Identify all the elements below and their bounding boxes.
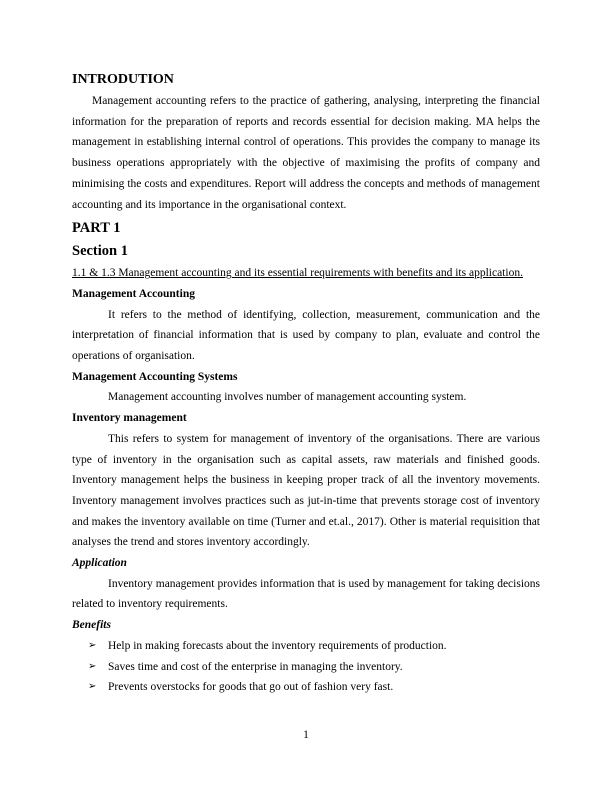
introduction-heading: INTRODUTION [72, 72, 174, 87]
benefits-heading: Benefits [72, 619, 111, 632]
arrow-bullet-icon: ➢ [88, 660, 97, 672]
inventory-heading: Inventory management [72, 412, 187, 425]
document-page [72, 70, 540, 698]
section-subtitle: 1.1 & 1.3 Management accounting and its essential requirements with benefits and its application. [72, 267, 523, 280]
benefit-text: Help in making forecasts about the inventory requirements of production. [108, 639, 447, 652]
list-item [72, 657, 540, 678]
application-heading: Application [72, 557, 127, 570]
introduction-paragraph: Management accounting refers to the practice of gathering, analysing, interpreting the financial information for the preparation of reports and records essential for decision making. MA helps the management in establishing internal control of operations. This provides the company to manage its business operations appropriately with the objective of maximising the profits of company and minimising the costs and expenditures. Report will address the concepts and methods of management accounting and its importance in the organisational context. [72, 95, 540, 211]
management-accounting-heading: Management Accounting [72, 287, 195, 300]
section-heading: Section 1 [72, 243, 128, 260]
inventory-paragraph: This refers to system for management of inventory of the organisations. There are various type of inventory in the organisation such as capital assets, raw materials and finished goods. Inventory management helps the business in keeping proper track of all the inventory movements. Inventory management involves practices such as jut-in-time that prevents storage cost of inventory and makes the inventory available on time (Turner and et.al., 2017). Other is material requisition that analyses the trend and stores inventory accordingly. [72, 432, 540, 549]
ma-systems-paragraph: Management accounting involves number of management accounting system. [108, 391, 467, 404]
list-item [72, 636, 540, 657]
benefits-list [72, 636, 540, 698]
benefit-text: Prevents overstocks for goods that go out of fashion very fast. [108, 681, 394, 694]
benefit-text: Saves time and cost of the enterprise in managing the inventory. [108, 660, 403, 673]
application-paragraph: Inventory management provides information that is used by management for taking decisions related to inventory requirements. [72, 577, 540, 611]
arrow-bullet-icon: ➢ [88, 681, 97, 693]
arrow-bullet-icon: ➢ [88, 639, 97, 651]
ma-systems-heading: Management Accounting Systems [72, 370, 238, 383]
part-heading: PART 1 [72, 220, 121, 237]
list-item [72, 677, 540, 698]
management-accounting-paragraph: It refers to the method of identifying, collection, measurement, communication and the interpretation of financial information that is used by company to plan, evaluate and control the operations of organisation. [72, 308, 540, 363]
page-number: 1 [303, 729, 309, 741]
